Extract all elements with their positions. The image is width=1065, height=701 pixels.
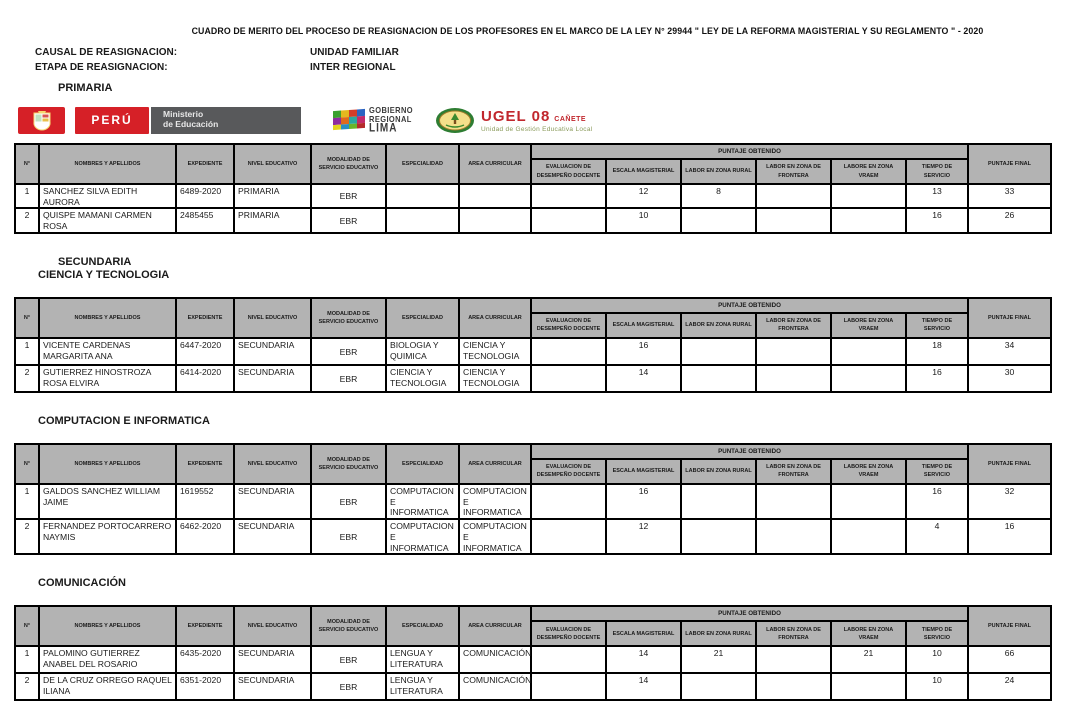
col-header-vraem: LABORE EN ZONA VRAEM bbox=[831, 459, 906, 484]
cell-final: 34 bbox=[968, 338, 1051, 365]
col-header-expediente: EXPEDIENTE bbox=[176, 144, 234, 184]
col-header-eval: EVALUACION DE DESEMPEÑO DOCENTE bbox=[531, 159, 606, 184]
col-header-nombres: NOMBRES Y APELLIDOS bbox=[39, 298, 176, 338]
cell-final: 32 bbox=[968, 484, 1051, 519]
col-header-eval: EVALUACION DE DESEMPEÑO DOCENTE bbox=[531, 621, 606, 646]
col-header-tiempo: TIEMPO DE SERVICIO bbox=[906, 159, 968, 184]
cell-rural: 21 bbox=[681, 646, 756, 673]
cell-eval bbox=[531, 338, 606, 365]
cell-area: COMPUTACION E INFORMATICA bbox=[459, 484, 531, 519]
document-title: CUADRO DE MERITO DEL PROCESO DE REASIGNACION DE LOS PROFESORES EN EL MARCO DE LA LEY N° 29944 " LEY DE LA REFORMA MAGISTERIAL Y SU REGLAMENTO " - 2020 bbox=[191, 26, 984, 36]
cell-rural bbox=[681, 519, 756, 554]
cell-nombres: FERNANDEZ PORTOCARRERO NAYMIS bbox=[39, 519, 176, 554]
col-header-nombres: NOMBRES Y APELLIDOS bbox=[39, 606, 176, 646]
section-heading-primaria: PRIMARIA bbox=[58, 82, 113, 94]
cell-final: 16 bbox=[968, 519, 1051, 554]
col-header-frontera: LABOR EN ZONA DE FRONTERA bbox=[756, 621, 831, 646]
cell-eval bbox=[531, 673, 606, 700]
ugel-wordmark bbox=[481, 108, 592, 133]
col-header-nivel: NIVEL EDUCATIVO bbox=[234, 298, 311, 338]
logo-strip bbox=[18, 105, 1065, 135]
table-row bbox=[15, 673, 1051, 700]
section-heading-comunicacion: COMUNICACIÓN bbox=[38, 577, 126, 590]
cell-frontera bbox=[756, 365, 831, 392]
col-header-especialidad: ESPECIALIDAD bbox=[386, 298, 459, 338]
cell-nombres: DE LA CRUZ ORREGO RAQUEL ILIANA bbox=[39, 673, 176, 700]
col-header-nombres: NOMBRES Y APELLIDOS bbox=[39, 144, 176, 184]
col-header-expediente: EXPEDIENTE bbox=[176, 444, 234, 484]
cell-modalidad: EBR bbox=[311, 208, 386, 232]
cell-eval bbox=[531, 365, 606, 392]
cell-eval bbox=[531, 208, 606, 232]
cell-area bbox=[459, 184, 531, 208]
peru-coat-of-arms-icon bbox=[18, 107, 65, 134]
col-header-final: PUNTAJE FINAL bbox=[968, 144, 1051, 184]
cell-modalidad: EBR bbox=[311, 519, 386, 554]
col-header-final: PUNTAJE FINAL bbox=[968, 606, 1051, 646]
cell-escala: 16 bbox=[606, 484, 681, 519]
cell-vraem bbox=[831, 365, 906, 392]
causal-row bbox=[35, 47, 1065, 58]
section-heading-ciencia-y-tecnologia: CIENCIA Y TECNOLOGIA bbox=[38, 268, 170, 281]
cell-escala: 14 bbox=[606, 673, 681, 700]
cell-especialidad: CIENCIA Y TECNOLOGIA bbox=[386, 365, 459, 392]
cell-final: 26 bbox=[968, 208, 1051, 232]
col-header-vraem: LABORE EN ZONA VRAEM bbox=[831, 313, 906, 338]
cell-modalidad: EBR bbox=[311, 365, 386, 392]
col-header-escala: ESCALA MAGISTERIAL bbox=[606, 621, 681, 646]
cell-modalidad: EBR bbox=[311, 646, 386, 673]
col-header-area: AREA CURRICULAR bbox=[459, 144, 531, 184]
cell-final: 24 bbox=[968, 673, 1051, 700]
cell-nivel: PRIMARIA bbox=[234, 184, 311, 208]
cell-tiempo: 16 bbox=[906, 365, 968, 392]
col-header-num: N° bbox=[15, 606, 39, 646]
ugel-title-row bbox=[481, 108, 592, 125]
cell-vraem bbox=[831, 673, 906, 700]
col-header-tiempo: TIEMPO DE SERVICIO bbox=[906, 313, 968, 338]
cell-tiempo: 10 bbox=[906, 673, 968, 700]
ministerio-educacion-label bbox=[151, 110, 301, 130]
cell-area: COMUNICACIÓN bbox=[459, 673, 531, 700]
col-header-rural: LABOR EN ZONA RURAL bbox=[681, 621, 756, 646]
cell-vraem: 21 bbox=[831, 646, 906, 673]
cell-nombres: QUISPE MAMANI CARMEN ROSA bbox=[39, 208, 176, 232]
col-header-nivel: NIVEL EDUCATIVO bbox=[234, 144, 311, 184]
col-header-vraem: LABORE EN ZONA VRAEM bbox=[831, 159, 906, 184]
cell-area: CIENCIA Y TECNOLOGIA bbox=[459, 365, 531, 392]
ministerio-educacion-logo bbox=[151, 107, 301, 134]
col-header-num: N° bbox=[15, 444, 39, 484]
header-row-1 bbox=[15, 298, 1051, 313]
cell-area bbox=[459, 208, 531, 232]
merit-table-primaria bbox=[14, 143, 1052, 234]
cell-num: 1 bbox=[15, 184, 39, 208]
etapa-row bbox=[35, 62, 1065, 73]
header-row-1 bbox=[15, 444, 1051, 459]
cell-rural bbox=[681, 484, 756, 519]
table-row bbox=[15, 184, 1051, 208]
cell-nivel: PRIMARIA bbox=[234, 208, 311, 232]
ugel-title-label: UGEL 08 bbox=[481, 107, 551, 125]
gobierno-regional-flag-icon bbox=[333, 109, 365, 131]
col-header-tiempo: TIEMPO DE SERVICIO bbox=[906, 621, 968, 646]
col-header-modalidad: MODALIDAD DE SERVICIO EDUCATIVO bbox=[311, 144, 386, 184]
cell-frontera bbox=[756, 184, 831, 208]
cell-especialidad bbox=[386, 208, 459, 232]
col-header-nivel: NIVEL EDUCATIVO bbox=[234, 444, 311, 484]
peru-wordmark-label: PERÚ bbox=[91, 113, 133, 127]
cell-area: COMUNICACIÓN bbox=[459, 646, 531, 673]
col-header-rural: LABOR EN ZONA RURAL bbox=[681, 313, 756, 338]
cell-num: 1 bbox=[15, 338, 39, 365]
col-header-area: AREA CURRICULAR bbox=[459, 298, 531, 338]
table-row bbox=[15, 208, 1051, 232]
cell-final: 33 bbox=[968, 184, 1051, 208]
cell-expediente: 6447-2020 bbox=[176, 338, 234, 365]
col-header-tiempo: TIEMPO DE SERVICIO bbox=[906, 459, 968, 484]
col-header-final: PUNTAJE FINAL bbox=[968, 298, 1051, 338]
cell-nombres: VICENTE CARDENAS MARGARITA ANA bbox=[39, 338, 176, 365]
cell-especialidad: BIOLOGIA Y QUIMICA bbox=[386, 338, 459, 365]
cell-especialidad: LENGUA Y LITERATURA bbox=[386, 673, 459, 700]
cell-frontera bbox=[756, 338, 831, 365]
col-header-final: PUNTAJE FINAL bbox=[968, 444, 1051, 484]
col-header-puntaje-obtenido: PUNTAJE OBTENIDO bbox=[531, 444, 968, 459]
cell-rural bbox=[681, 673, 756, 700]
cell-expediente: 6351-2020 bbox=[176, 673, 234, 700]
cell-frontera bbox=[756, 646, 831, 673]
cell-nombres: SANCHEZ SILVA EDITH AURORA bbox=[39, 184, 176, 208]
cell-expediente: 2485455 bbox=[176, 208, 234, 232]
col-header-frontera: LABOR EN ZONA DE FRONTERA bbox=[756, 313, 831, 338]
header-row-1 bbox=[15, 144, 1051, 159]
cell-frontera bbox=[756, 208, 831, 232]
cell-nivel: SECUNDARIA bbox=[234, 484, 311, 519]
cell-num: 1 bbox=[15, 646, 39, 673]
cell-nombres: PALOMINO GUTIERREZ ANABEL DEL ROSARIO bbox=[39, 646, 176, 673]
col-header-escala: ESCALA MAGISTERIAL bbox=[606, 313, 681, 338]
col-header-expediente: EXPEDIENTE bbox=[176, 606, 234, 646]
cell-expediente: 6489-2020 bbox=[176, 184, 234, 208]
section-heading-ciencia-y-tecnologia: SECUNDARIA bbox=[58, 255, 132, 268]
merit-table-ciencia-y-tecnologia bbox=[14, 297, 1052, 393]
gobierno-line2: REGIONAL bbox=[369, 113, 412, 124]
col-header-modalidad: MODALIDAD DE SERVICIO EDUCATIVO bbox=[311, 606, 386, 646]
cell-num: 2 bbox=[15, 365, 39, 392]
cell-tiempo: 10 bbox=[906, 646, 968, 673]
table-row bbox=[15, 484, 1051, 519]
cell-escala: 14 bbox=[606, 365, 681, 392]
cell-frontera bbox=[756, 484, 831, 519]
col-header-puntaje-obtenido: PUNTAJE OBTENIDO bbox=[531, 144, 968, 159]
ministerio-line2: de Educación bbox=[163, 119, 219, 129]
cell-vraem bbox=[831, 484, 906, 519]
gobierno-regional-lima-logo bbox=[333, 104, 414, 135]
cell-escala: 16 bbox=[606, 338, 681, 365]
cell-nombres: GUTIERREZ HINOSTROZA ROSA ELVIRA bbox=[39, 365, 176, 392]
cell-nivel: SECUNDARIA bbox=[234, 365, 311, 392]
cell-escala: 12 bbox=[606, 184, 681, 208]
col-header-modalidad: MODALIDAD DE SERVICIO EDUCATIVO bbox=[311, 444, 386, 484]
cell-especialidad: LENGUA Y LITERATURA bbox=[386, 646, 459, 673]
cell-escala: 10 bbox=[606, 208, 681, 232]
cell-modalidad: EBR bbox=[311, 673, 386, 700]
cell-eval bbox=[531, 484, 606, 519]
col-header-num: N° bbox=[15, 144, 39, 184]
cell-num: 2 bbox=[15, 673, 39, 700]
merit-table-comunicacion bbox=[14, 605, 1052, 701]
ugel-08-canete-logo bbox=[435, 107, 592, 134]
cell-eval bbox=[531, 646, 606, 673]
cell-eval bbox=[531, 519, 606, 554]
cell-modalidad: EBR bbox=[311, 484, 386, 519]
cell-vraem bbox=[831, 184, 906, 208]
table-row bbox=[15, 519, 1051, 554]
col-header-rural: LABOR EN ZONA RURAL bbox=[681, 459, 756, 484]
cell-expediente: 1619552 bbox=[176, 484, 234, 519]
col-header-num: N° bbox=[15, 298, 39, 338]
cell-especialidad: COMPUTACION E INFORMATICA bbox=[386, 484, 459, 519]
ministerio-line1: Ministerio bbox=[163, 109, 204, 120]
col-header-frontera: LABOR EN ZONA DE FRONTERA bbox=[756, 459, 831, 484]
cell-expediente: 6462-2020 bbox=[176, 519, 234, 554]
cell-final: 66 bbox=[968, 646, 1051, 673]
cell-tiempo: 13 bbox=[906, 184, 968, 208]
etapa-label: ETAPA DE REASIGNACION: bbox=[35, 62, 168, 73]
cell-vraem bbox=[831, 338, 906, 365]
cell-final: 30 bbox=[968, 365, 1051, 392]
cell-nombres: GALDOS SANCHEZ WILLIAM JAIME bbox=[39, 484, 176, 519]
cell-vraem bbox=[831, 519, 906, 554]
col-header-puntaje-obtenido: PUNTAJE OBTENIDO bbox=[531, 298, 968, 313]
cell-rural bbox=[681, 365, 756, 392]
tables-container bbox=[0, 143, 1065, 701]
cell-especialidad bbox=[386, 184, 459, 208]
cell-nivel: SECUNDARIA bbox=[234, 673, 311, 700]
cell-frontera bbox=[756, 673, 831, 700]
col-header-nombres: NOMBRES Y APELLIDOS bbox=[39, 444, 176, 484]
cell-modalidad: EBR bbox=[311, 184, 386, 208]
col-header-puntaje-obtenido: PUNTAJE OBTENIDO bbox=[531, 606, 968, 621]
document-page bbox=[0, 26, 1065, 695]
cell-nivel: SECUNDARIA bbox=[234, 646, 311, 673]
col-header-area: AREA CURRICULAR bbox=[459, 444, 531, 484]
cell-tiempo: 18 bbox=[906, 338, 968, 365]
col-header-especialidad: ESPECIALIDAD bbox=[386, 144, 459, 184]
causal-label: CAUSAL DE REASIGNACION: bbox=[35, 47, 178, 58]
col-header-vraem: LABORE EN ZONA VRAEM bbox=[831, 621, 906, 646]
cell-num: 2 bbox=[15, 519, 39, 554]
cell-escala: 12 bbox=[606, 519, 681, 554]
col-header-frontera: LABOR EN ZONA DE FRONTERA bbox=[756, 159, 831, 184]
cell-num: 1 bbox=[15, 484, 39, 519]
cell-rural bbox=[681, 338, 756, 365]
cell-nivel: SECUNDARIA bbox=[234, 338, 311, 365]
table-row bbox=[15, 646, 1051, 673]
ugel-emblem-icon bbox=[435, 107, 475, 134]
etapa-value: INTER REGIONAL bbox=[310, 62, 396, 73]
col-header-especialidad: ESPECIALIDAD bbox=[386, 606, 459, 646]
cell-especialidad: COMPUTACION E INFORMATICA bbox=[386, 519, 459, 554]
cell-nivel: SECUNDARIA bbox=[234, 519, 311, 554]
cell-rural bbox=[681, 208, 756, 232]
section-heading-computacion-e-informatica: COMPUTACION E INFORMATICA bbox=[38, 414, 210, 427]
col-header-eval: EVALUACION DE DESEMPEÑO DOCENTE bbox=[531, 459, 606, 484]
cell-tiempo: 16 bbox=[906, 484, 968, 519]
peru-wordmark bbox=[75, 107, 149, 134]
table-row bbox=[15, 338, 1051, 365]
causal-value: UNIDAD FAMILIAR bbox=[310, 47, 399, 58]
col-header-modalidad: MODALIDAD DE SERVICIO EDUCATIVO bbox=[311, 298, 386, 338]
ugel-subtitle-label: Unidad de Gestión Educativa Local bbox=[481, 125, 593, 133]
col-header-escala: ESCALA MAGISTERIAL bbox=[606, 159, 681, 184]
coat-of-arms-shield-icon bbox=[32, 110, 52, 131]
cell-num: 2 bbox=[15, 208, 39, 232]
gobierno-line3: LIMA bbox=[369, 121, 398, 135]
cell-tiempo: 4 bbox=[906, 519, 968, 554]
cell-modalidad: EBR bbox=[311, 338, 386, 365]
header-row-1 bbox=[15, 606, 1051, 621]
col-header-escala: ESCALA MAGISTERIAL bbox=[606, 459, 681, 484]
col-header-especialidad: ESPECIALIDAD bbox=[386, 444, 459, 484]
cell-rural: 8 bbox=[681, 184, 756, 208]
cell-area: CIENCIA Y TECNOLOGIA bbox=[459, 338, 531, 365]
gobierno-line1: GOBIERNO bbox=[369, 104, 414, 115]
gobierno-regional-label bbox=[369, 106, 413, 135]
col-header-expediente: EXPEDIENTE bbox=[176, 298, 234, 338]
cell-area: COMPUTACION E INFORMATICA bbox=[459, 519, 531, 554]
merit-table-computacion-e-informatica bbox=[14, 443, 1052, 555]
cell-vraem bbox=[831, 208, 906, 232]
col-header-eval: EVALUACION DE DESEMPEÑO DOCENTE bbox=[531, 313, 606, 338]
cell-expediente: 6414-2020 bbox=[176, 365, 234, 392]
col-header-nivel: NIVEL EDUCATIVO bbox=[234, 606, 311, 646]
col-header-area: AREA CURRICULAR bbox=[459, 606, 531, 646]
cell-frontera bbox=[756, 519, 831, 554]
document-meta bbox=[35, 47, 1065, 73]
cell-expediente: 6435-2020 bbox=[176, 646, 234, 673]
ugel-suffix-label: CAÑETE bbox=[554, 115, 587, 123]
cell-tiempo: 16 bbox=[906, 208, 968, 232]
table-row bbox=[15, 365, 1051, 392]
cell-escala: 14 bbox=[606, 646, 681, 673]
col-header-rural: LABOR EN ZONA RURAL bbox=[681, 159, 756, 184]
cell-eval bbox=[531, 184, 606, 208]
